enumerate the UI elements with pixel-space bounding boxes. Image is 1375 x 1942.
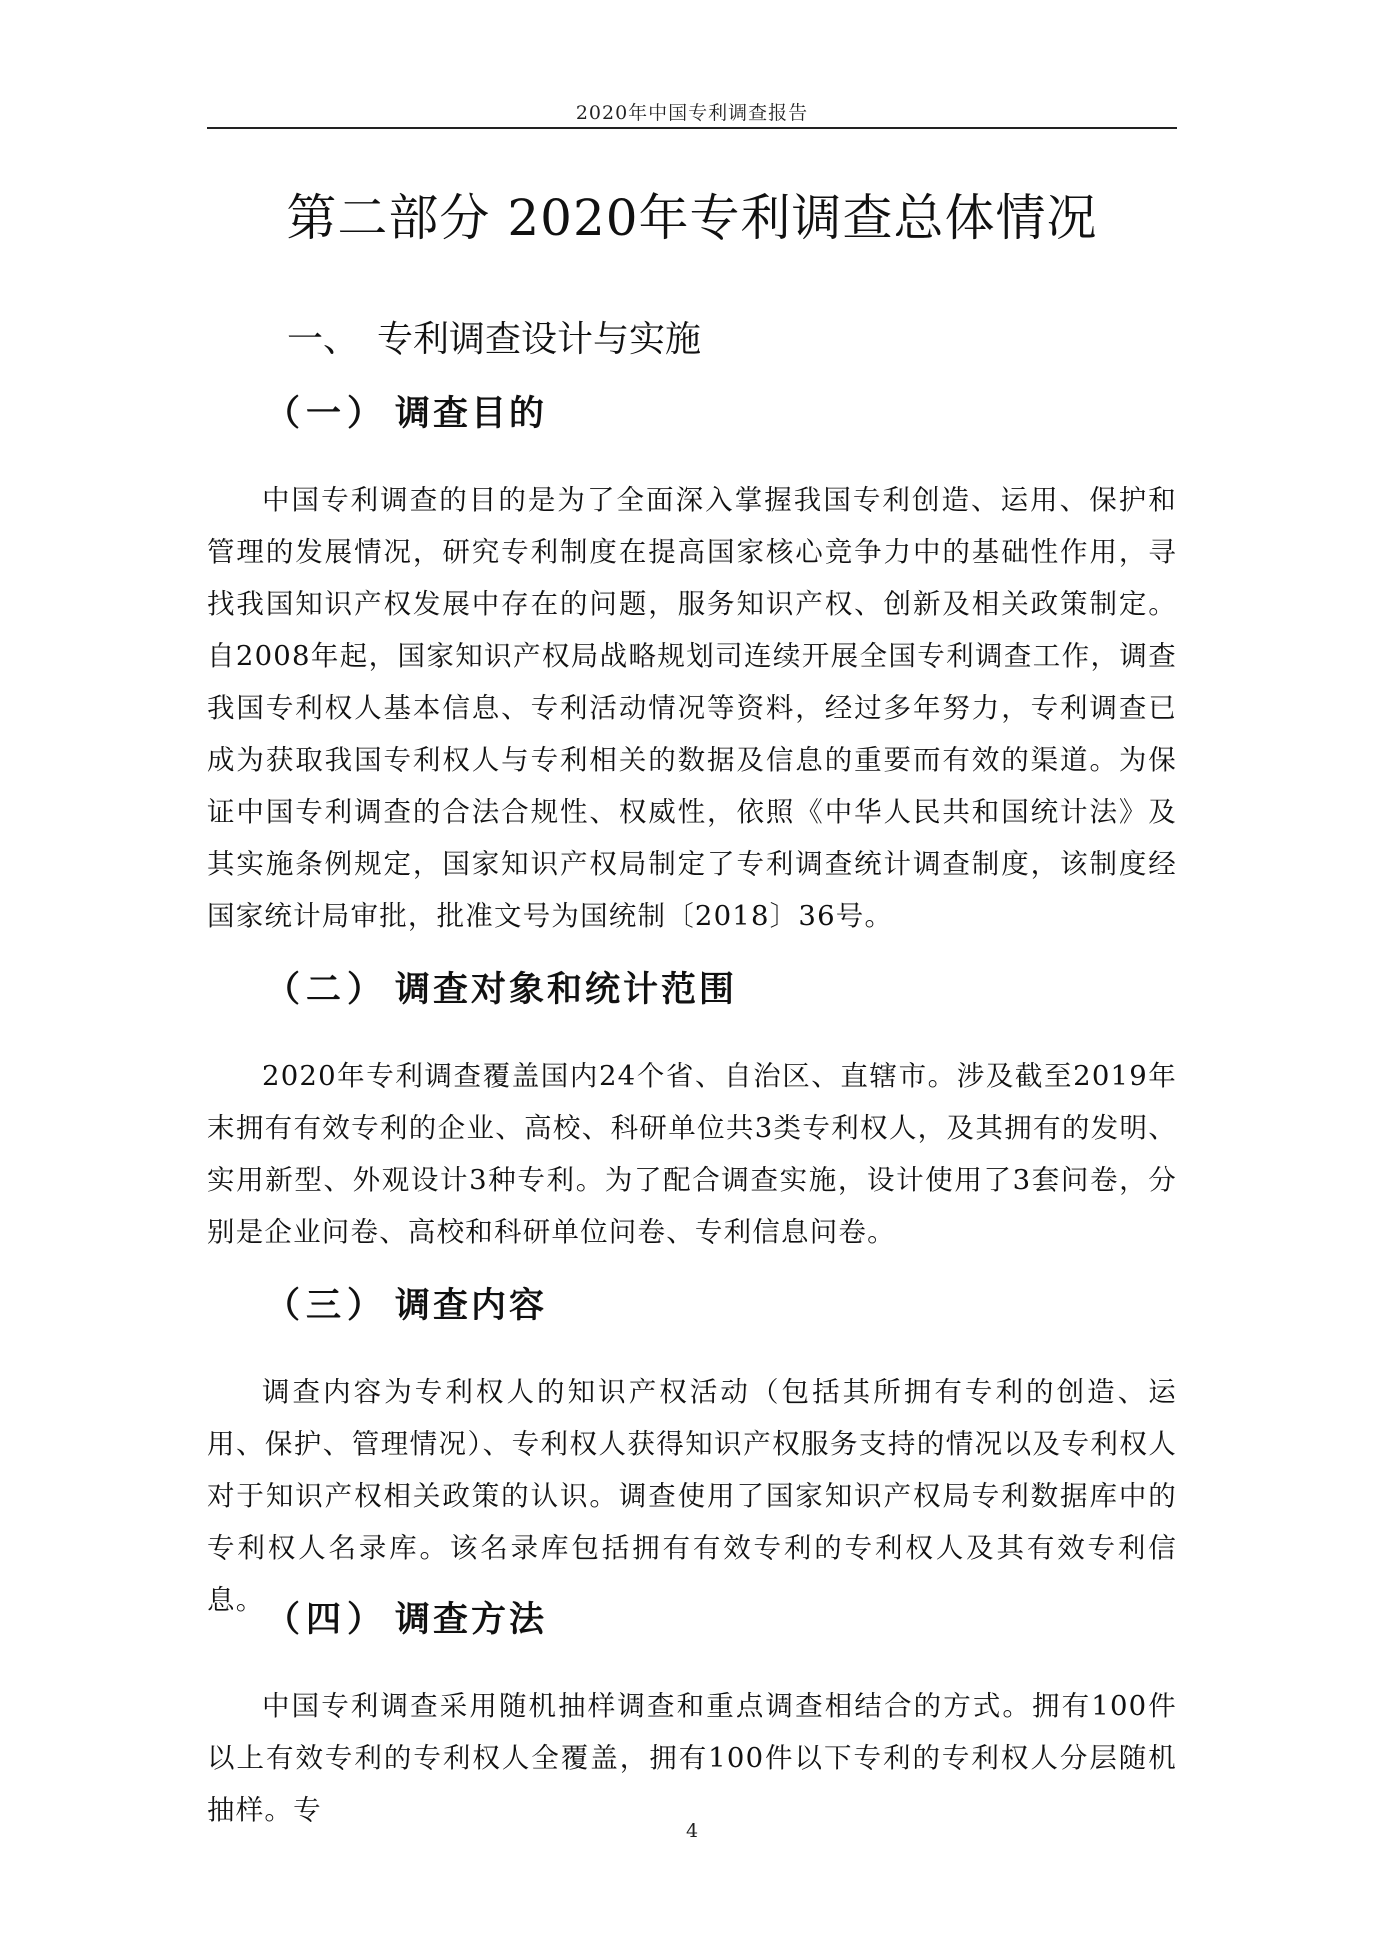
subsection-number: （四） — [265, 1600, 389, 1640]
page-number: 4 — [685, 1820, 699, 1842]
section-heading — [287, 312, 701, 368]
subsection-title: 调查方法 — [395, 1600, 548, 1640]
subsection-heading-3 — [265, 1280, 547, 1332]
subsection-number: （一） — [265, 394, 389, 434]
subsection-heading-4 — [265, 1594, 547, 1646]
paragraph-content: 调查内容为专利权人的知识产权活动（包括其所拥有专利的创造、运用、保护、管理情况）、专利权人获得知识产权服务支持的情况以及专利权人对于知识产权相关政策的认识。调查使用了国家知识产权局专利数据库中的专利权人名录库。该名录库包括拥有有效专利的专利权人及其有效专利信息。 — [207, 1376, 1177, 1616]
subsection-title: 调查目的 — [395, 394, 548, 434]
subsection-number: （二） — [265, 970, 389, 1010]
subsection-number: （三） — [265, 1286, 389, 1326]
subsection-heading-2 — [265, 964, 737, 1016]
running-header: 2020年中国专利调查报告 — [575, 102, 809, 124]
paragraph-method: 中国专利调查采用随机抽样调查和重点调查相结合的方式。拥有100件以上有效专利的专利权人全覆盖，拥有100件以下专利的专利权人分层随机抽样。专 — [207, 1690, 1177, 1826]
section-number: 一、 — [287, 319, 360, 360]
subsection-heading-1 — [265, 388, 547, 440]
paragraph-scope: 2020年专利调查覆盖国内24个省、自治区、直辖市。涉及截至2019年末拥有有效专利的企业、高校、科研单位共3类专利权人，及其拥有的发明、实用新型、外观设计3种专利。为了配合调查实施，设计使用了3套问卷，分别是企业问卷、高校和科研单位问卷、专利信息问卷。 — [207, 1060, 1177, 1248]
part-title: 第二部分 2020年专利调查总体情况 — [286, 189, 1098, 247]
header-rule — [207, 127, 1177, 129]
paragraph-purpose: 中国专利调查的目的是为了全面深入掌握我国专利创造、运用、保护和管理的发展情况，研究专利制度在提高国家核心竞争力中的基础性作用，寻找我国知识产权发展中存在的问题，服务知识产权、创新及相关政策制定。自2008年起，国家知识产权局战略规划司连续开展全国专利调查工作，调查我国专利权人基本信息、专利活动情况等资料，经过多年努力，专利调查已成为获取我国专利权人与专利相关的数据及信息的重要而有效的渠道。为保证中国专利调查的合法合规性、权威性，依照《中华人民共和国统计法》及其实施条例规定，国家知识产权局制定了专利调查统计调查制度，该制度经国家统计局审批，批准文号为国统制〔2018〕36号。 — [207, 484, 1177, 932]
subsection-title: 调查内容 — [395, 1286, 548, 1326]
section-title: 专利调查设计与实施 — [377, 319, 702, 360]
subsection-title: 调查对象和统计范围 — [395, 970, 738, 1010]
